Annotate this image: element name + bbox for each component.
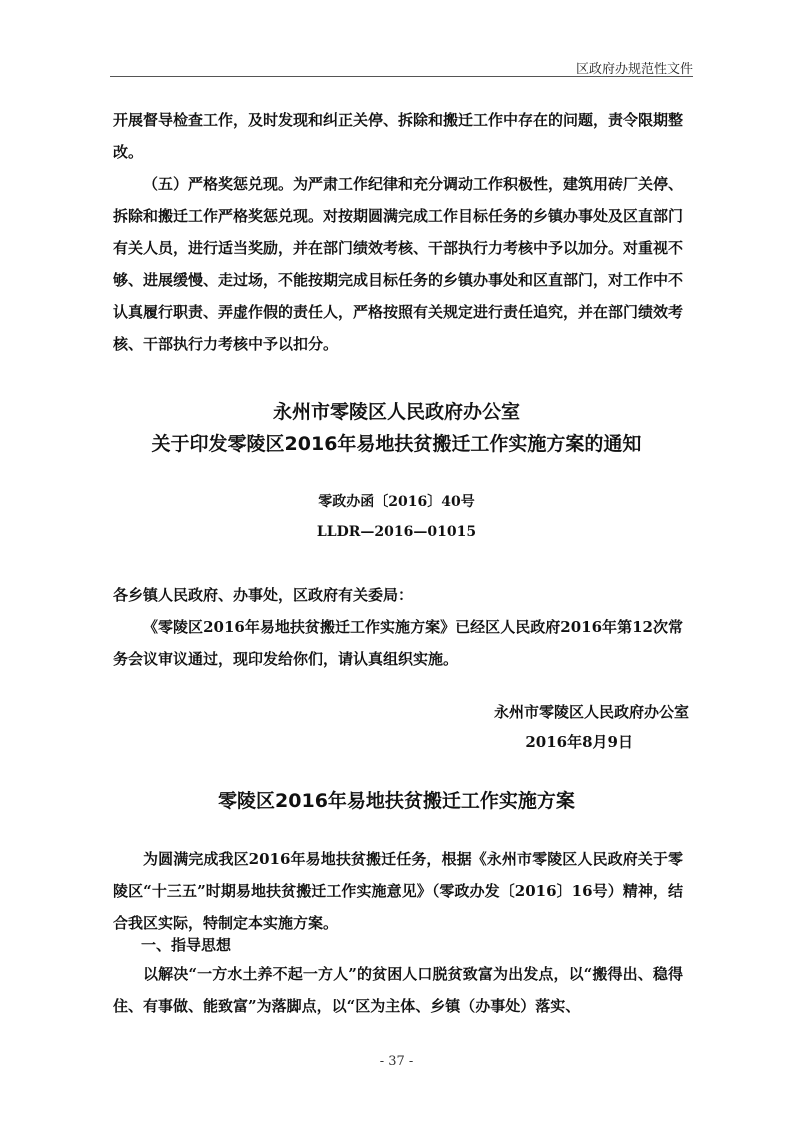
notice-doc-number: 零政办函〔2016〕40号 — [318, 494, 475, 510]
notice-body — [113, 579, 683, 675]
notice-date: 2016年8月9日 — [525, 733, 633, 751]
notice-salutation: 各乡镇人民政府、办事处，区政府有关委局： — [113, 586, 414, 604]
notice-title-line1: 永州市零陵区人民政府办公室 — [272, 401, 520, 423]
continued-section — [113, 104, 683, 360]
plan-title: 零陵区2016年易地扶贫搬迁工作实施方案 — [218, 790, 575, 812]
continued-paragraph: 开展督导检查工作，及时发现和纠正关停、拆除和搬迁工作中存在的问题，责令限期整改。 — [113, 111, 684, 161]
section-heading-guiding-thought: 一、指导思想 — [141, 936, 232, 954]
notice-text: 《零陵区2016年易地扶贫搬迁工作实施方案》已经区人民政府2016年第12次常务会议审议通过，现印发给你们，请认真组织实施。 — [113, 618, 683, 668]
notice-title-line2: 关于印发零陵区2016年易地扶贫搬迁工作实施方案的通知 — [151, 433, 642, 455]
plan-intro-paragraph: 为圆满完成我区2016年易地扶贫搬迁任务，根据《永州市零陵区人民政府关于零陵区“十三五”时期易地扶贫搬迁工作实施意见》（零政办发〔2016〕16号）精神，结合我区实际，特制定本实施方案。 — [113, 850, 683, 932]
section1-body — [113, 958, 683, 1022]
running-header: 区政府办规范性文件 — [575, 62, 693, 77]
page-number: - 37 - — [379, 1054, 414, 1069]
section1-paragraph: 以解决“一方水土养不起一方人”的贫困人口脱贫致富为出发点，以“搬得出、稳得住、有事做、能致富”为落脚点，以“区为主体、乡镇（办事处）落实、 — [113, 965, 683, 1015]
notice-signature: 永州市零陵区人民政府办公室 — [493, 703, 689, 721]
header-rule — [110, 76, 693, 77]
plan-intro — [113, 843, 683, 939]
reward-penalty-paragraph: （五）严格奖惩兑现。为严肃工作纪律和充分调动工作积极性，建筑用砖厂关停、拆除和搬迁工作严格奖惩兑现。对按期圆满完成工作目标任务的乡镇办事处及区直部门有关人员，进行适当奖励，并在部门绩效考核、干部执行力考核中予以加分。对重视不够、进展缓慢、走过场，不能按期完成目标任务的乡镇办事处和区直部门，对工作中不认真履行职责、弄虚作假的责任人，严格按照有关规定进行责任追究，并在部门绩效考核、干部执行力考核中予以扣分。 — [113, 175, 684, 353]
notice-doc-code: LLDR—2016—01015 — [316, 524, 477, 540]
